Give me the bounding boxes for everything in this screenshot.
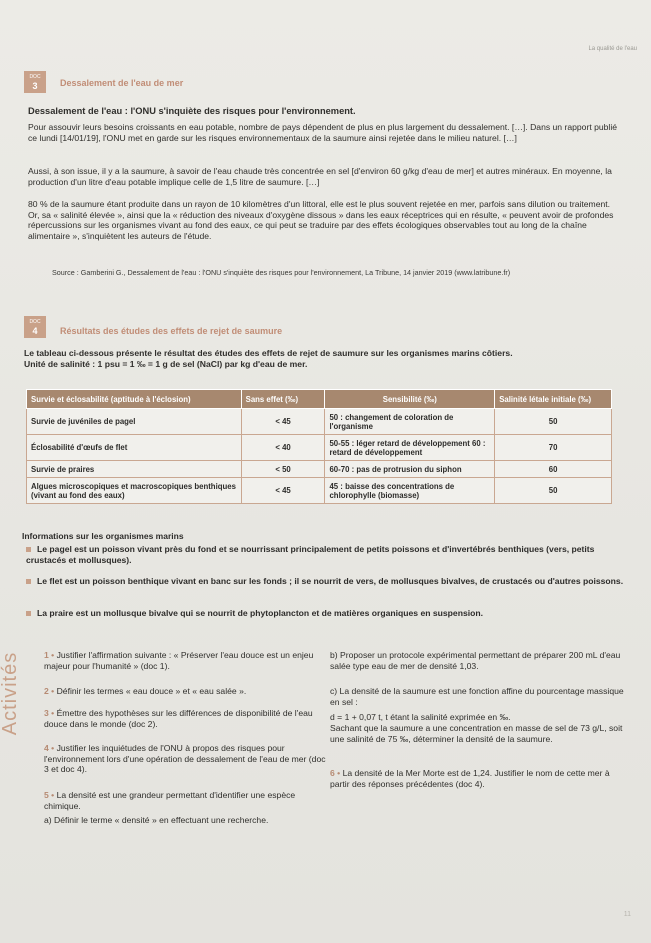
doc4-badge-number: 4	[32, 326, 38, 336]
doc3-paragraph-3: 80 % de la saumure étant produite dans un rayon de 10 kilomètres d'un littoral, elle est le plus souvent rejetée en mer, parfois sans dilution ou traitement. Or, sa « salinité élevée », ainsi que la « réduction des niveaux d'oxygène dissous » dans les eaux réceptrices qui en résulte, « peuvent avoir de profondes répercussions sur les organismes vivant au fond des eaux, ce qui peut se traduire par des effets écologiques observables tout au long de la chaîne alimentaire », s'inquiètent les auteurs de l'étude.	[28, 199, 614, 241]
question-3	[44, 708, 326, 729]
doc3-badge-number: 3	[32, 81, 38, 91]
table-cell: 60	[495, 461, 612, 478]
table-cell: < 50	[241, 461, 325, 478]
question-5c: c) La densité de la saumure est une fonction affine du pourcentage massique en sel :	[330, 686, 624, 707]
question-number: 1 •	[44, 650, 55, 660]
table-cell: Algues microscopiques et macroscopiques benthiques (vivant au fond des eaux)	[27, 478, 242, 504]
table-header-row	[27, 390, 612, 409]
table-cell: < 40	[241, 435, 325, 461]
table-cell: 45 : baisse des concentrations de chlorophylle (biomasse)	[325, 478, 495, 504]
table-cell: 60-70 : pas de protrusion du siphon	[325, 461, 495, 478]
doc3-heading: Dessalement de l'eau : l'ONU s'inquiète des risques pour l'environnement.	[28, 106, 356, 116]
question-5a: a) Définir le terme « densité » en effectuant une recherche.	[44, 815, 269, 825]
question-5c-rest: Sachant que la saumure a une concentration en masse de sel de 73 g/L, soit une salinité de 75 ‰, déterminer la densité de la saumure.	[330, 723, 623, 744]
info-text: Le pagel est un poisson vivant près du fond et se nourrissant principalement de petits poissons et d'invertébrés benthiques (vers, petits crustacés et mollusques).	[26, 544, 595, 565]
question-text: Justifier les inquiétudes de l'ONU à propos des risques pour l'environnement lors d'une opération de dessalement de l'eau de mer (doc 3 et doc 4).	[44, 743, 326, 774]
table-cell: Survie de juvéniles de pagel	[27, 409, 242, 435]
question-2	[44, 686, 326, 697]
activities-label: Activités	[0, 651, 22, 736]
question-number: 4 •	[44, 743, 55, 753]
question-text: Émettre des hypothèses sur les différences de disponibilité de l'eau douce dans le monde (doc 2).	[44, 708, 313, 729]
running-head: La qualité de l'eau	[588, 46, 637, 52]
bullet-square-icon	[26, 579, 31, 584]
info-item-pagel	[26, 544, 624, 565]
doc3-badge-label: DOC	[29, 74, 41, 80]
question-text: La densité de la Mer Morte est de 1,24. Justifier le nom de cette mer à partir des réponses précédentes (doc 4).	[330, 768, 610, 789]
table-cell: 50	[495, 409, 612, 435]
doc3-title: Dessalement de l'eau de mer	[60, 78, 184, 88]
table-cell: < 45	[241, 478, 325, 504]
activities-band	[0, 646, 22, 741]
table-cell: 70	[495, 435, 612, 461]
corner-mark: 11	[623, 911, 631, 918]
results-table	[26, 389, 612, 504]
bullet-square-icon	[26, 547, 31, 552]
question-text: La densité est une grandeur permettant d'identifier une espèce chimique.	[44, 790, 296, 811]
formula: d = 1 + 0,07 t, t étant la salinité exprimée en ‰.	[330, 712, 511, 722]
doc4-badge-label: DOC	[29, 319, 41, 325]
question-6	[330, 768, 628, 789]
doc4-unit-line: Unité de salinité : 1 psu = 1 ‰ = 1 g de sel (NaCl) par kg d'eau de mer.	[24, 359, 308, 369]
table-row	[27, 461, 612, 478]
question-number: 2 •	[44, 686, 55, 696]
table-row	[27, 409, 612, 435]
question-5	[44, 790, 326, 811]
question-5b: b) Proposer un protocole expérimental permettant de préparer 200 mL d'eau salée type eau de mer de densité 1,03.	[330, 650, 621, 671]
question-text: Justifier l'affirmation suivante : « Préserver l'eau douce est un enjeu majeur pour l'humanité » (doc 1).	[44, 650, 314, 671]
table-cell: Éclosabilité d'œufs de flet	[27, 435, 242, 461]
doc3-paragraph-2: Aussi, à son issue, il y a la saumure, à savoir de l'eau chaude très concentrée en sel [d'environ 60 g/kg d'eau de mer] et autres minéraux. En moyenne, la production d'un litre d'eau potable implique celle de 1,5 litre de saumure. […]	[28, 166, 612, 187]
info-item-flet	[26, 576, 624, 587]
doc4-intro: Le tableau ci-dessous présente le résultat des études des effets de rejet de saumure sur les organismes marins côtiers.	[24, 348, 513, 358]
question-1	[44, 650, 326, 671]
table-header-cell: Salinité létale initiale (‰)	[495, 390, 612, 409]
doc4-badge	[24, 316, 46, 338]
doc3-badge	[24, 71, 46, 93]
info-text: La praire est un mollusque bivalve qui se nourrit de phytoplancton et de matières organiques en suspension.	[37, 608, 484, 618]
question-number: 3 •	[44, 708, 55, 718]
table-cell: Survie de praires	[27, 461, 242, 478]
table-header-cell: Survie et éclosabilité (aptitude à l'éclosion)	[27, 390, 242, 409]
doc3-paragraph-1: Pour assouvir leurs besoins croissants en eau potable, nombre de pays dépendent de plus en plus largement du dessalement. […]. Dans un rapport publié ce lundi [14/01/19], l'ONU met en garde sur les risques environnementaux de la saumure ainsi rejetée dans le milieu naturel. […]	[28, 122, 618, 143]
table-row	[27, 478, 612, 504]
question-number: 6 •	[330, 768, 341, 778]
table-header-cell: Sensibilité (‰)	[325, 390, 495, 409]
table-cell: 50	[495, 478, 612, 504]
question-text: Définir les termes « eau douce » et « eau salée ».	[56, 686, 247, 696]
question-4	[44, 743, 326, 775]
doc4-title: Résultats des études des effets de rejet de saumure	[60, 326, 283, 336]
info-title: Informations sur les organismes marins	[22, 531, 184, 541]
info-text: Le flet est un poisson benthique vivant en banc sur les fonds ; il se nourrit de vers, de mollusques bivalves, de crustacés ou d'autres poissons.	[37, 576, 624, 586]
table-cell: 50-55 : léger retard de développement 60 : retard de développement	[325, 435, 495, 461]
bullet-square-icon	[26, 611, 31, 616]
question-number: 5 •	[44, 790, 55, 800]
table-header-cell: Sans effet (‰)	[241, 390, 325, 409]
doc3-source: Source : Gamberini G., Dessalement de l'eau : l'ONU s'inquiète des risques pour l'environnement, La Tribune, 14 janvier 2019 (www.latribune.fr)	[52, 268, 511, 277]
info-item-praire	[26, 608, 624, 619]
table-row	[27, 435, 612, 461]
table-cell: 50 : changement de coloration de l'organisme	[325, 409, 495, 435]
table-cell: < 45	[241, 409, 325, 435]
